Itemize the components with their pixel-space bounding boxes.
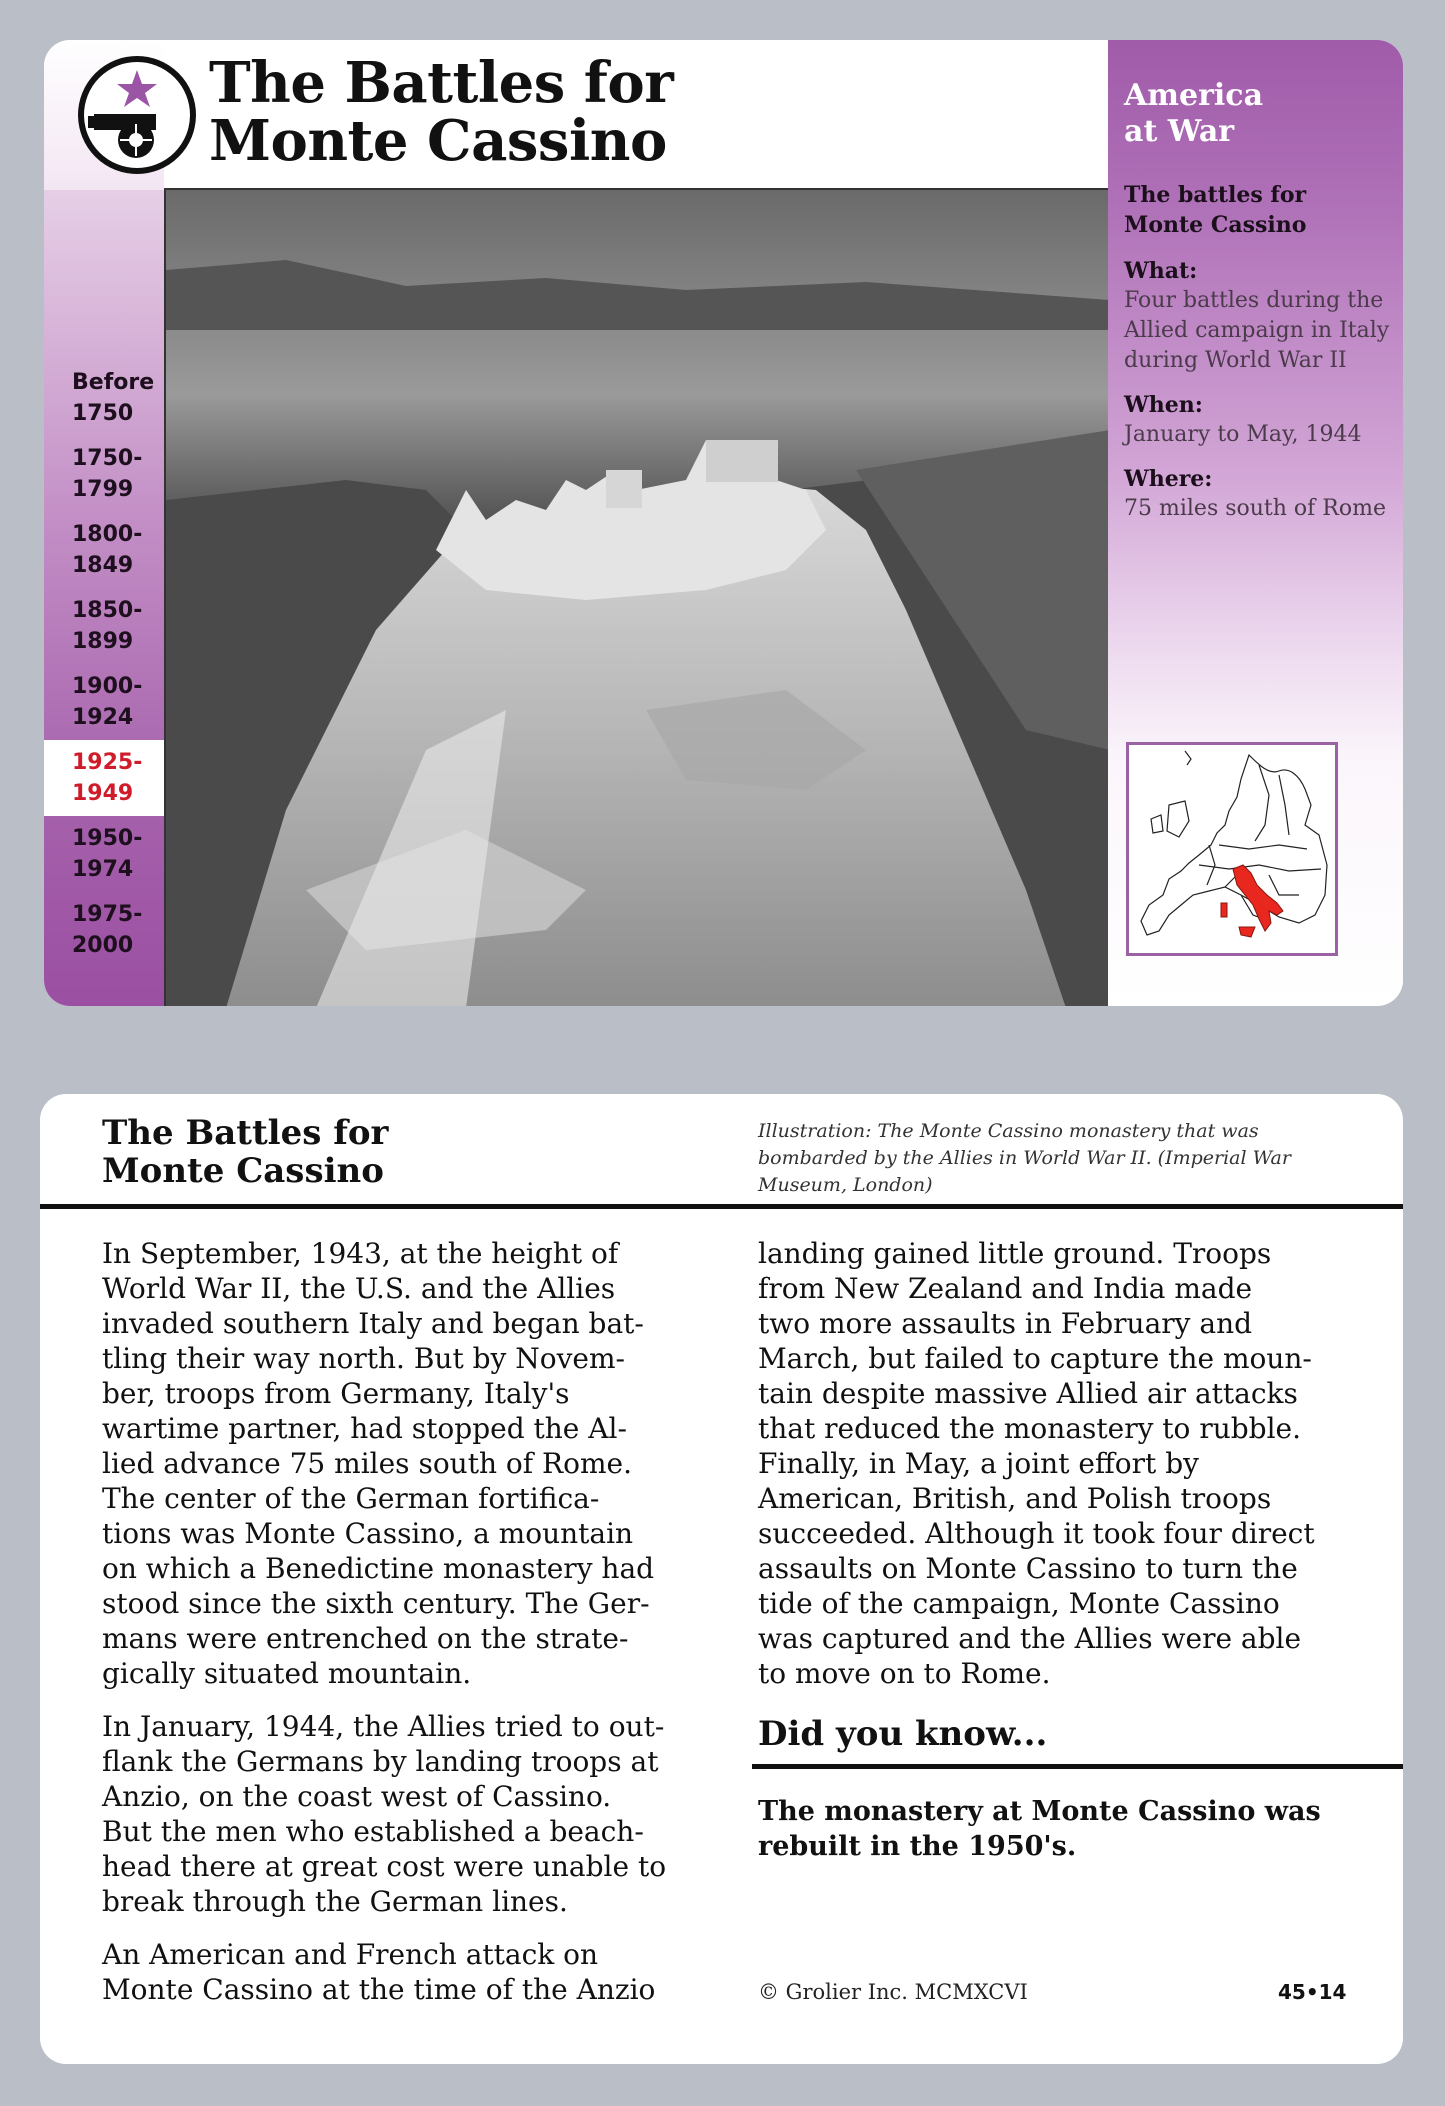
- what-text: Four battles during the Allied campaign in Italy during World War II: [1124, 288, 1390, 373]
- era-tab-1925-1949[interactable]: [44, 740, 164, 816]
- era-label: 1750- 1799: [72, 446, 143, 502]
- body-column-left: [102, 1236, 702, 2025]
- body-column-right: [758, 1236, 1358, 1709]
- era-tab-1900-1924[interactable]: [44, 664, 164, 740]
- series-title: [1124, 78, 1263, 150]
- era-label: 1900- 1924: [72, 674, 143, 730]
- card-title-line1: The Battles for: [209, 50, 674, 116]
- what-label: What:: [1124, 258, 1198, 284]
- star-cannon-icon: [78, 56, 196, 174]
- era-label: Before 1750: [72, 370, 155, 426]
- body-paragraph: landing gained little ground. Troops from New Zealand and India made two more assaults in February and March, but failed to capture the moun- tain despite massive Allied air attacks that reduced the monastery to rubble. Finally, in May, a joint effort by American, British, and Polish troops succeeded. Although it took four direct assaults on Monte Cassino to turn the tide of the campaign, Monte Cassino was captured and the Allies were able to move on to Rome.: [758, 1237, 1315, 1690]
- front-card: [44, 40, 1403, 1006]
- card-title: [209, 50, 674, 174]
- era-index: [44, 360, 164, 968]
- era-label: 1800- 1849: [72, 522, 143, 578]
- era-tab-1975-2000[interactable]: [44, 892, 164, 968]
- info-sidebar: [1108, 40, 1403, 1006]
- when-text: January to May, 1944: [1124, 422, 1362, 447]
- when-label: When:: [1124, 392, 1203, 418]
- header-divider: [40, 1204, 1403, 1209]
- where-label: Where:: [1124, 466, 1213, 492]
- back-title-line2: Monte Cassino: [102, 1151, 384, 1191]
- series-title-line2: at War: [1124, 114, 1235, 149]
- era-label: 1975- 2000: [72, 902, 143, 958]
- did-you-know-heading: Did you know...: [758, 1714, 1048, 1754]
- body-paragraph: In January, 1944, the Allies tried to out- flank the Germans by landing troops at Anzio, on the coast west of Cassino. But the men who established a beach- head there at great cost were unable to break through the German lines.: [102, 1710, 667, 1918]
- era-tab-1850-1899[interactable]: [44, 588, 164, 664]
- fact-heading-line1: The battles for: [1124, 182, 1307, 208]
- europe-map-icon: [1126, 742, 1338, 956]
- body-paragraph: In September, 1943, at the height of World War II, the U.S. and the Allies invaded southern Italy and began bat- tling their way north. But by Novem- ber, troops from Germany, Italy's wartime partner, had stopped the Al- lied advance 75 miles south of Rome. The center of the German fortifica- tions was Monte Cassino, a mountain on which a Benedictine monastery had stood since the sixth century. The Ger- mans were entrenched on the strate- gically situated mountain.: [102, 1237, 655, 1690]
- era-tab-before-1750[interactable]: [44, 360, 164, 436]
- fact-panel: [1124, 180, 1394, 538]
- era-label: 1950- 1974: [72, 826, 143, 882]
- did-you-know-text: The monastery at Monte Cassino was rebuilt in the 1950's.: [758, 1796, 1321, 1862]
- card-number: 45•14: [1278, 1980, 1347, 2004]
- body-paragraph: An American and French attack on Monte Cassino at the time of the Anzio: [102, 1938, 656, 2006]
- fact-heading: [1124, 180, 1394, 240]
- series-title-line1: America: [1124, 78, 1264, 113]
- era-label: 1850- 1899: [72, 598, 143, 654]
- era-tab-1750-1799[interactable]: [44, 436, 164, 512]
- did-you-know-divider: [752, 1764, 1403, 1769]
- monastery-photo: [164, 188, 1108, 1006]
- photo-caption: Illustration: The Monte Cassino monastery that was bombarded by the Allies in World War II. (Imperial War Museum, London): [758, 1120, 1291, 1196]
- card-title-line2: Monte Cassino: [209, 108, 667, 174]
- era-tab-1950-1974[interactable]: [44, 816, 164, 892]
- back-card: [40, 1094, 1403, 2064]
- where-text: 75 miles south of Rome: [1124, 496, 1387, 521]
- era-label: 1925- 1949: [72, 750, 143, 806]
- fact-heading-line2: Monte Cassino: [1124, 212, 1307, 238]
- era-tab-1800-1849[interactable]: [44, 512, 164, 588]
- back-title-line1: The Battles for: [102, 1113, 389, 1153]
- copyright-notice: © Grolier Inc. MCMXCVI: [758, 1980, 1028, 2004]
- back-title: [102, 1114, 388, 1190]
